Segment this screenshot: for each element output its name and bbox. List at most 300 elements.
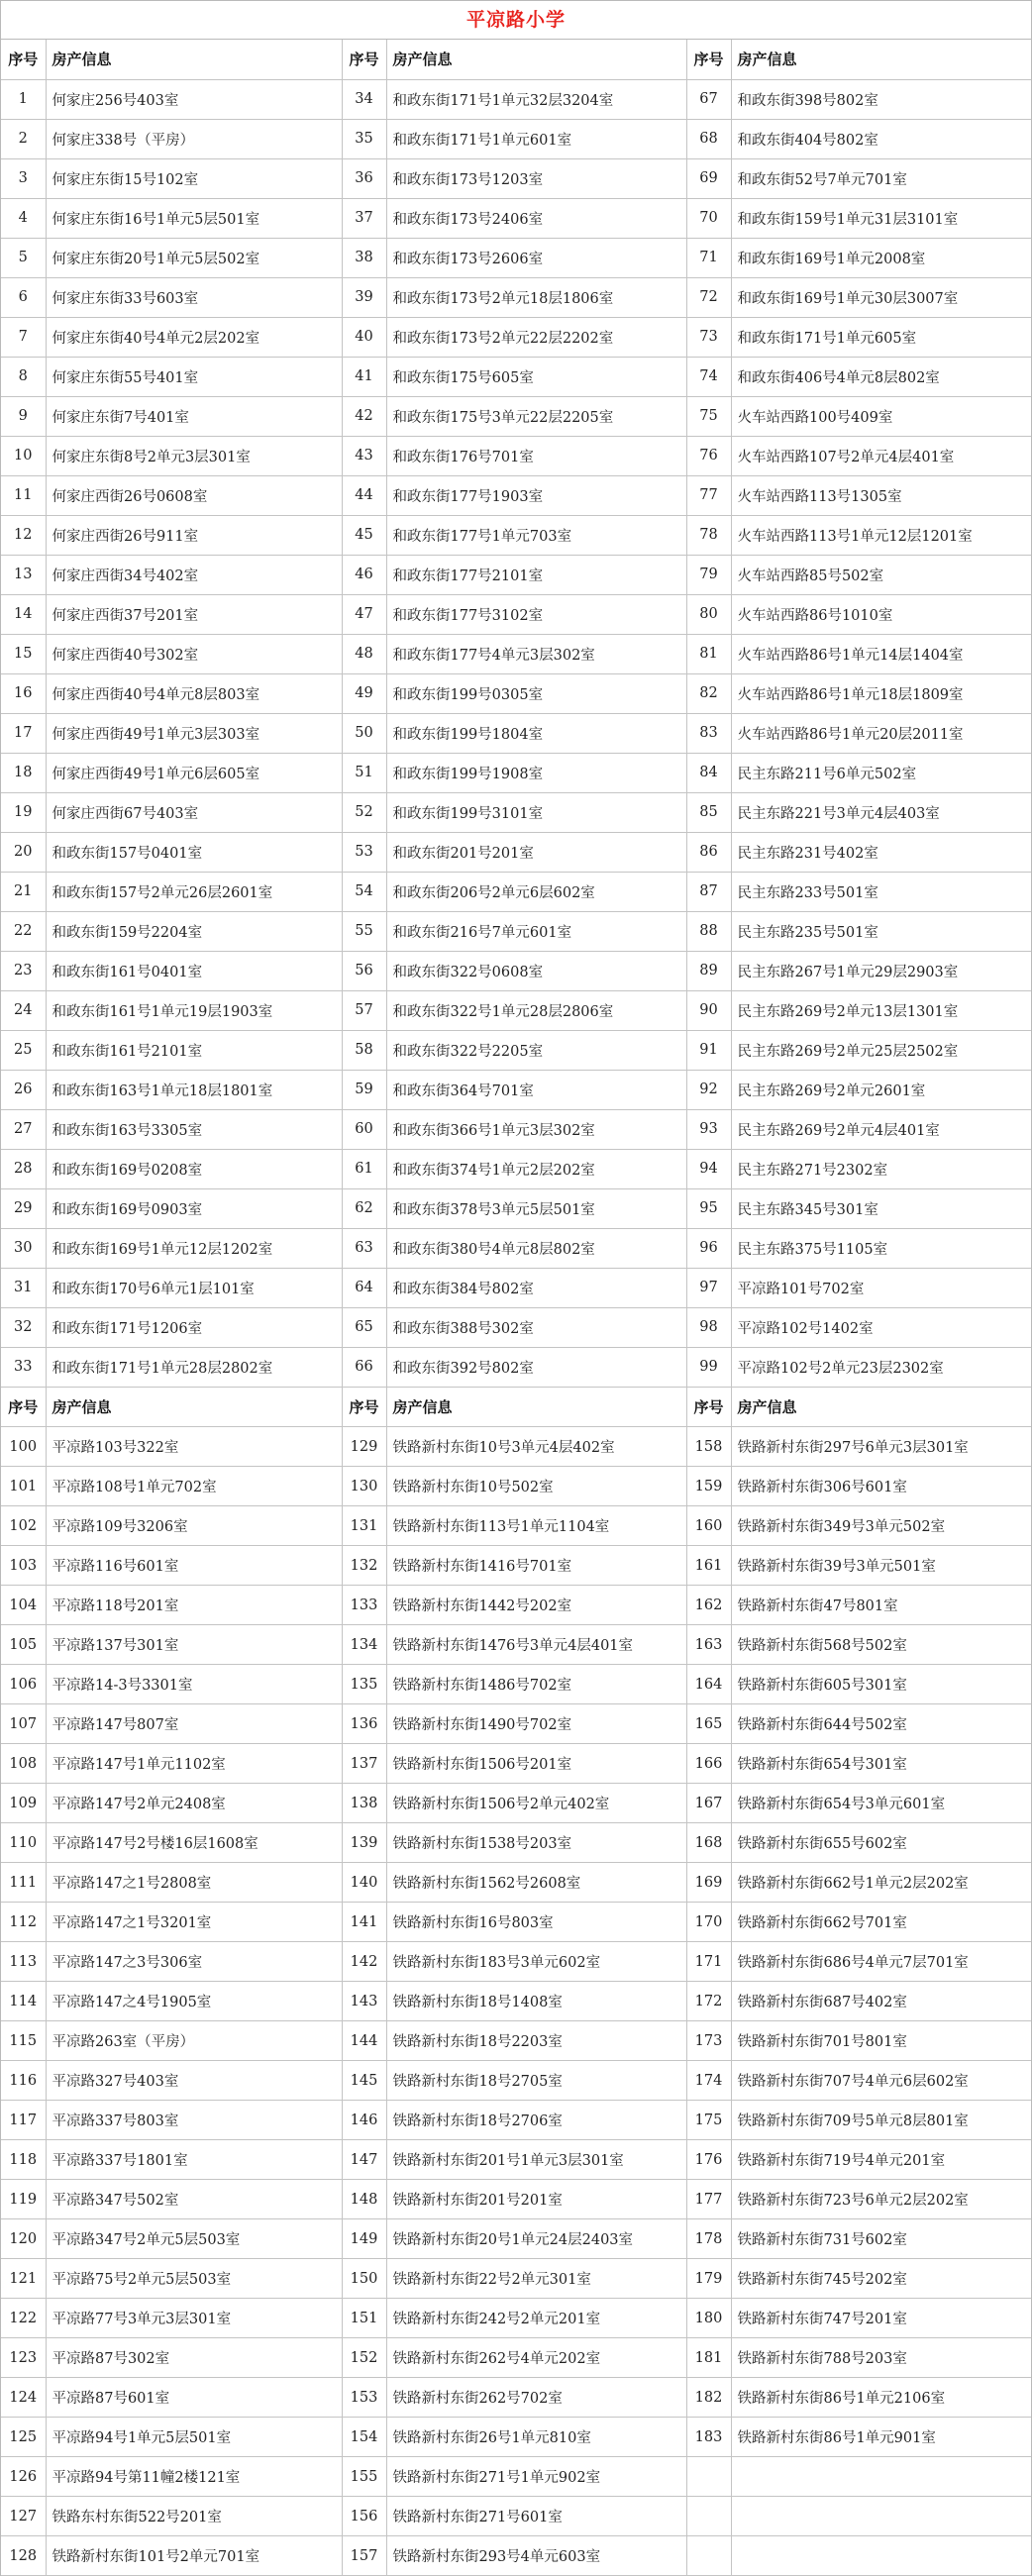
property-address: 和政东街52号7单元701室	[731, 158, 1031, 198]
table-row	[1, 2338, 1031, 2378]
row-number: 182	[686, 2378, 731, 2418]
row-number: 172	[686, 1982, 731, 2021]
row-number: 52	[342, 792, 386, 832]
row-number: 147	[342, 2140, 386, 2180]
row-number: 90	[686, 990, 731, 1030]
property-address: 火车站西路107号2单元4层401室	[731, 436, 1031, 475]
row-number: 63	[342, 1228, 386, 1268]
property-address: 平凉路116号601室	[46, 1546, 342, 1586]
property-address: 民主东路269号2单元2601室	[731, 1070, 1031, 1109]
row-number: 91	[686, 1030, 731, 1070]
table-row	[1, 515, 1031, 555]
row-number: 77	[686, 475, 731, 515]
property-address: 和政东街169号0903室	[46, 1188, 342, 1228]
row-number: 14	[1, 594, 46, 634]
property-address: 和政东街173号2单元22层2202室	[386, 317, 686, 357]
property-address: 和政东街169号1单元2008室	[731, 238, 1031, 277]
column-header-property-info: 房产信息	[386, 40, 686, 79]
property-address: 平凉路101号702室	[731, 1268, 1031, 1307]
row-number: 43	[342, 436, 386, 475]
row-number: 26	[1, 1070, 46, 1109]
property-address: 民主东路269号2单元25层2502室	[731, 1030, 1031, 1070]
row-number: 51	[342, 753, 386, 792]
property-address: 和政东街169号1单元12层1202室	[46, 1228, 342, 1268]
row-number: 101	[1, 1467, 46, 1506]
property-address: 平凉路118号201室	[46, 1586, 342, 1625]
property-address: 铁路新村东街707号4单元6层602室	[731, 2061, 1031, 2101]
row-number	[686, 2497, 731, 2536]
table-row	[1, 792, 1031, 832]
row-number: 161	[686, 1546, 731, 1586]
column-header-property-info: 房产信息	[386, 1388, 686, 1427]
property-address: 民主东路269号2单元13层1301室	[731, 990, 1031, 1030]
property-address: 平凉路147号807室	[46, 1704, 342, 1744]
property-address: 平凉路337号1801室	[46, 2140, 342, 2180]
row-number: 141	[342, 1903, 386, 1942]
property-address: 和政东街177号1903室	[386, 475, 686, 515]
property-address: 和政东街171号1单元28层2802室	[46, 1347, 342, 1387]
row-number: 37	[342, 198, 386, 238]
row-number: 108	[1, 1744, 46, 1784]
property-address: 铁路新村东街18号2203室	[386, 2021, 686, 2061]
property-address: 和政东街171号1单元605室	[731, 317, 1031, 357]
property-address: 铁路新村东街568号502室	[731, 1625, 1031, 1665]
row-number: 40	[342, 317, 386, 357]
column-header-property-info: 房产信息	[731, 40, 1031, 79]
property-address: 火车站西路86号1单元20层2011室	[731, 713, 1031, 753]
property-address: 和政东街159号2204室	[46, 911, 342, 951]
row-number: 130	[342, 1467, 386, 1506]
table-row	[1, 1467, 1031, 1506]
property-address: 平凉路147号2号楼16层1608室	[46, 1823, 342, 1863]
property-address: 和政东街173号2606室	[386, 238, 686, 277]
table-row	[1, 2378, 1031, 2418]
row-number: 13	[1, 555, 46, 594]
property-address: 平凉路327号403室	[46, 2061, 342, 2101]
property-address: 铁路新村东街1538号203室	[386, 1823, 686, 1863]
property-address: 和政东街169号1单元30层3007室	[731, 277, 1031, 317]
row-number: 17	[1, 713, 46, 753]
row-number: 126	[1, 2457, 46, 2497]
row-number: 24	[1, 990, 46, 1030]
row-number: 110	[1, 1823, 46, 1863]
property-address: 和政东街175号605室	[386, 357, 686, 396]
row-number: 159	[686, 1467, 731, 1506]
row-number: 180	[686, 2299, 731, 2338]
table-row	[1, 1070, 1031, 1109]
row-number: 75	[686, 396, 731, 436]
table-row	[1, 317, 1031, 357]
property-address: 何家庄西街34号402室	[46, 555, 342, 594]
property-address: 何家庄西街37号201室	[46, 594, 342, 634]
property-address: 平凉路147之1号3201室	[46, 1903, 342, 1942]
table-row	[1, 1546, 1031, 1586]
row-number: 154	[342, 2418, 386, 2457]
column-header-number: 序号	[1, 1388, 46, 1427]
table-row	[1, 1307, 1031, 1347]
property-address: 和政东街206号2单元6层602室	[386, 872, 686, 911]
table-row	[1, 436, 1031, 475]
row-number: 3	[1, 158, 46, 198]
table-row	[1, 1784, 1031, 1823]
row-number: 170	[686, 1903, 731, 1942]
table-row	[1, 357, 1031, 396]
row-number: 27	[1, 1109, 46, 1149]
property-address: 铁路新村东街686号4单元7层701室	[731, 1942, 1031, 1982]
row-number: 32	[1, 1307, 46, 1347]
table-row	[1, 396, 1031, 436]
row-number: 149	[342, 2219, 386, 2259]
row-number: 178	[686, 2219, 731, 2259]
property-address: 和政东街177号3102室	[386, 594, 686, 634]
property-address: 和政东街374号1单元2层202室	[386, 1149, 686, 1188]
property-address: 铁路新村东街306号601室	[731, 1467, 1031, 1506]
property-address	[731, 2536, 1031, 2576]
property-address: 和政东街159号1单元31层3101室	[731, 198, 1031, 238]
property-address: 平凉路102号1402室	[731, 1307, 1031, 1347]
row-number: 129	[342, 1427, 386, 1467]
property-address: 铁路东村东街522号201室	[46, 2497, 342, 2536]
property-address: 和政东街366号1单元3层302室	[386, 1109, 686, 1149]
row-number: 50	[342, 713, 386, 753]
property-address: 铁路新村东街1506号201室	[386, 1744, 686, 1784]
row-number: 47	[342, 594, 386, 634]
row-number: 19	[1, 792, 46, 832]
property-address: 何家庄西街49号1单元3层303室	[46, 713, 342, 753]
property-address: 何家庄西街67号403室	[46, 792, 342, 832]
row-number: 28	[1, 1149, 46, 1188]
row-number: 66	[342, 1347, 386, 1387]
row-number: 140	[342, 1863, 386, 1903]
row-number: 132	[342, 1546, 386, 1586]
row-number: 127	[1, 2497, 46, 2536]
table-row	[1, 634, 1031, 673]
column-header-number: 序号	[342, 1388, 386, 1427]
row-number: 181	[686, 2338, 731, 2378]
property-address: 平凉路108号1单元702室	[46, 1467, 342, 1506]
property-address: 和政东街170号6单元1层101室	[46, 1268, 342, 1307]
table-row	[1, 2259, 1031, 2299]
row-number: 67	[686, 79, 731, 119]
column-header-property-info: 房产信息	[731, 1388, 1031, 1427]
property-address: 民主东路221号3单元4层403室	[731, 792, 1031, 832]
row-number: 115	[1, 2021, 46, 2061]
row-number: 113	[1, 1942, 46, 1982]
property-address: 和政东街216号7单元601室	[386, 911, 686, 951]
property-address: 火车站西路86号1单元18层1809室	[731, 673, 1031, 713]
property-address: 铁路新村东街293号4单元603室	[386, 2536, 686, 2576]
row-number: 128	[1, 2536, 46, 2576]
row-number: 136	[342, 1704, 386, 1744]
row-number: 87	[686, 872, 731, 911]
row-number: 111	[1, 1863, 46, 1903]
property-address: 铁路新村东街113号1单元1104室	[386, 1506, 686, 1546]
property-address: 铁路新村东街1476号3单元4层401室	[386, 1625, 686, 1665]
property-address: 平凉路337号803室	[46, 2101, 342, 2140]
row-number: 168	[686, 1823, 731, 1863]
property-address: 和政东街173号2406室	[386, 198, 686, 238]
row-number: 120	[1, 2219, 46, 2259]
row-number: 71	[686, 238, 731, 277]
property-address: 铁路新村东街271号1单元902室	[386, 2457, 686, 2497]
row-number: 153	[342, 2378, 386, 2418]
property-address: 铁路新村东街788号203室	[731, 2338, 1031, 2378]
table-row	[1, 753, 1031, 792]
property-address	[731, 2497, 1031, 2536]
row-number: 183	[686, 2418, 731, 2457]
property-address: 民主东路231号402室	[731, 832, 1031, 872]
property-address: 平凉路75号2单元5层503室	[46, 2259, 342, 2299]
row-number: 58	[342, 1030, 386, 1070]
row-number: 117	[1, 2101, 46, 2140]
row-number: 145	[342, 2061, 386, 2101]
property-address: 民主东路235号501室	[731, 911, 1031, 951]
property-address: 平凉路137号301室	[46, 1625, 342, 1665]
row-number: 95	[686, 1188, 731, 1228]
row-number: 41	[342, 357, 386, 396]
row-number: 142	[342, 1942, 386, 1982]
property-address: 铁路新村东街86号1单元2106室	[731, 2378, 1031, 2418]
row-number: 171	[686, 1942, 731, 1982]
table-row	[1, 2299, 1031, 2338]
row-number: 15	[1, 634, 46, 673]
row-number: 7	[1, 317, 46, 357]
property-address: 铁路新村东街297号6单元3层301室	[731, 1427, 1031, 1467]
row-number: 53	[342, 832, 386, 872]
property-address: 平凉路103号322室	[46, 1427, 342, 1467]
row-number: 102	[1, 1506, 46, 1546]
property-address: 和政东街364号701室	[386, 1070, 686, 1109]
property-address: 铁路新村东街10号3单元4层402室	[386, 1427, 686, 1467]
property-address: 铁路新村东街719号4单元201室	[731, 2140, 1031, 2180]
table-row	[1, 1149, 1031, 1188]
property-address: 何家庄256号403室	[46, 79, 342, 119]
property-address: 何家庄东街20号1单元5层502室	[46, 238, 342, 277]
property-address: 和政东街199号0305室	[386, 673, 686, 713]
row-number: 155	[342, 2457, 386, 2497]
row-number: 143	[342, 1982, 386, 2021]
row-number: 31	[1, 1268, 46, 1307]
property-table-block-1	[1, 40, 1031, 1388]
table-row	[1, 2219, 1031, 2259]
table-row	[1, 2021, 1031, 2061]
row-number: 2	[1, 119, 46, 158]
property-address: 和政东街177号1单元703室	[386, 515, 686, 555]
property-address: 铁路新村东街262号702室	[386, 2378, 686, 2418]
row-number	[686, 2536, 731, 2576]
row-number: 138	[342, 1784, 386, 1823]
row-number: 151	[342, 2299, 386, 2338]
row-number: 104	[1, 1586, 46, 1625]
row-number: 103	[1, 1546, 46, 1586]
property-address: 铁路新村东街644号502室	[731, 1704, 1031, 1744]
row-number: 42	[342, 396, 386, 436]
property-address: 平凉路147号1单元1102室	[46, 1744, 342, 1784]
row-number: 16	[1, 673, 46, 713]
row-number: 169	[686, 1863, 731, 1903]
property-address: 铁路新村东街701号801室	[731, 2021, 1031, 2061]
property-address: 何家庄东街40号4单元2层202室	[46, 317, 342, 357]
property-address: 铁路新村东街16号803室	[386, 1903, 686, 1942]
table-row	[1, 2180, 1031, 2219]
property-address: 火车站西路86号1010室	[731, 594, 1031, 634]
property-address: 铁路新村东街22号2单元301室	[386, 2259, 686, 2299]
property-address: 铁路新村东街1442号202室	[386, 1586, 686, 1625]
property-address: 铁路新村东街723号6单元2层202室	[731, 2180, 1031, 2219]
property-address: 铁路新村东街662号701室	[731, 1903, 1031, 1942]
property-address: 火车站西路86号1单元14层1404室	[731, 634, 1031, 673]
row-number: 76	[686, 436, 731, 475]
property-address: 和政东街322号0608室	[386, 951, 686, 990]
property-address: 铁路新村东街745号202室	[731, 2259, 1031, 2299]
property-address: 民主东路269号2单元4层401室	[731, 1109, 1031, 1149]
row-number: 148	[342, 2180, 386, 2219]
row-number: 29	[1, 1188, 46, 1228]
row-number: 44	[342, 475, 386, 515]
property-address: 铁路新村东街1490号702室	[386, 1704, 686, 1744]
table-row	[1, 1347, 1031, 1387]
property-address: 和政东街173号1203室	[386, 158, 686, 198]
property-address: 何家庄西街49号1单元6层605室	[46, 753, 342, 792]
row-number: 107	[1, 1704, 46, 1744]
property-address: 铁路新村东街39号3单元501室	[731, 1546, 1031, 1586]
property-address: 火车站西路100号409室	[731, 396, 1031, 436]
row-number: 166	[686, 1744, 731, 1784]
row-number: 48	[342, 634, 386, 673]
property-address: 和政东街380号4单元8层802室	[386, 1228, 686, 1268]
table-row	[1, 1030, 1031, 1070]
property-address: 和政东街173号2单元18层1806室	[386, 277, 686, 317]
property-address: 民主东路233号501室	[731, 872, 1031, 911]
row-number: 158	[686, 1427, 731, 1467]
row-number: 167	[686, 1784, 731, 1823]
property-address: 铁路新村东街1416号701室	[386, 1546, 686, 1586]
column-header-property-info: 房产信息	[46, 40, 342, 79]
row-number: 82	[686, 673, 731, 713]
row-number	[686, 2457, 731, 2497]
row-number: 157	[342, 2536, 386, 2576]
row-number: 38	[342, 238, 386, 277]
table-row	[1, 951, 1031, 990]
property-address: 和政东街171号1单元601室	[386, 119, 686, 158]
row-number: 57	[342, 990, 386, 1030]
row-number: 152	[342, 2338, 386, 2378]
row-number: 98	[686, 1307, 731, 1347]
table-row	[1, 79, 1031, 119]
property-address: 铁路新村东街20号1单元24层2403室	[386, 2219, 686, 2259]
row-number: 92	[686, 1070, 731, 1109]
row-number: 61	[342, 1149, 386, 1188]
property-address: 铁路新村东街349号3单元502室	[731, 1506, 1031, 1546]
row-number: 88	[686, 911, 731, 951]
property-address: 和政东街201号201室	[386, 832, 686, 872]
table-header-row	[1, 40, 1031, 79]
row-number: 8	[1, 357, 46, 396]
property-address: 何家庄西街26号911室	[46, 515, 342, 555]
property-address: 何家庄西街40号4单元8层803室	[46, 673, 342, 713]
table-row	[1, 2101, 1031, 2140]
row-number: 105	[1, 1625, 46, 1665]
page-title: 平凉路小学	[465, 9, 566, 31]
table-row	[1, 1586, 1031, 1625]
row-number: 119	[1, 2180, 46, 2219]
property-address: 铁路新村东街655号602室	[731, 1823, 1031, 1863]
table-row	[1, 1823, 1031, 1863]
property-address: 何家庄西街26号0608室	[46, 475, 342, 515]
row-number: 125	[1, 2418, 46, 2457]
property-address: 和政东街199号3101室	[386, 792, 686, 832]
row-number: 165	[686, 1704, 731, 1744]
property-address: 和政东街406号4单元8层802室	[731, 357, 1031, 396]
property-address: 和政东街163号3305室	[46, 1109, 342, 1149]
property-address	[731, 2457, 1031, 2497]
table-row	[1, 2536, 1031, 2576]
property-table-block-2	[1, 1388, 1031, 2576]
row-number: 134	[342, 1625, 386, 1665]
row-number: 164	[686, 1665, 731, 1704]
property-address: 铁路新村东街662号1单元2层202室	[731, 1863, 1031, 1903]
row-number: 137	[342, 1744, 386, 1784]
table-row	[1, 2140, 1031, 2180]
property-address: 平凉路347号502室	[46, 2180, 342, 2219]
row-number: 150	[342, 2259, 386, 2299]
property-address: 铁路新村东街86号1单元901室	[731, 2418, 1031, 2457]
row-number: 70	[686, 198, 731, 238]
property-address: 和政东街161号0401室	[46, 951, 342, 990]
property-address: 和政东街404号802室	[731, 119, 1031, 158]
row-number: 175	[686, 2101, 731, 2140]
row-number: 118	[1, 2140, 46, 2180]
row-number: 5	[1, 238, 46, 277]
row-number: 81	[686, 634, 731, 673]
property-address: 铁路新村东街18号2705室	[386, 2061, 686, 2101]
row-number: 46	[342, 555, 386, 594]
row-number: 86	[686, 832, 731, 872]
property-address: 平凉路87号302室	[46, 2338, 342, 2378]
property-address: 和政东街322号1单元28层2806室	[386, 990, 686, 1030]
property-address: 和政东街388号302室	[386, 1307, 686, 1347]
property-address: 何家庄338号（平房）	[46, 119, 342, 158]
row-number: 80	[686, 594, 731, 634]
row-number: 1	[1, 79, 46, 119]
row-number: 60	[342, 1109, 386, 1149]
table-row	[1, 1665, 1031, 1704]
property-address: 和政东街398号802室	[731, 79, 1031, 119]
column-header-number: 序号	[686, 1388, 731, 1427]
row-number: 89	[686, 951, 731, 990]
row-number: 74	[686, 357, 731, 396]
property-address: 铁路新村东街183号3单元602室	[386, 1942, 686, 1982]
property-address: 铁路新村东街709号5单元8层801室	[731, 2101, 1031, 2140]
row-number: 45	[342, 515, 386, 555]
row-number: 121	[1, 2259, 46, 2299]
row-number: 64	[342, 1268, 386, 1307]
row-number: 22	[1, 911, 46, 951]
property-address: 平凉路109号3206室	[46, 1506, 342, 1546]
property-address: 火车站西路113号1305室	[731, 475, 1031, 515]
row-number: 106	[1, 1665, 46, 1704]
row-number: 78	[686, 515, 731, 555]
table-row	[1, 119, 1031, 158]
row-number: 79	[686, 555, 731, 594]
property-address: 民主东路375号1105室	[731, 1228, 1031, 1268]
table-header-row	[1, 1388, 1031, 1427]
row-number: 122	[1, 2299, 46, 2338]
row-number: 12	[1, 515, 46, 555]
row-number: 21	[1, 872, 46, 911]
row-number: 30	[1, 1228, 46, 1268]
row-number: 39	[342, 277, 386, 317]
